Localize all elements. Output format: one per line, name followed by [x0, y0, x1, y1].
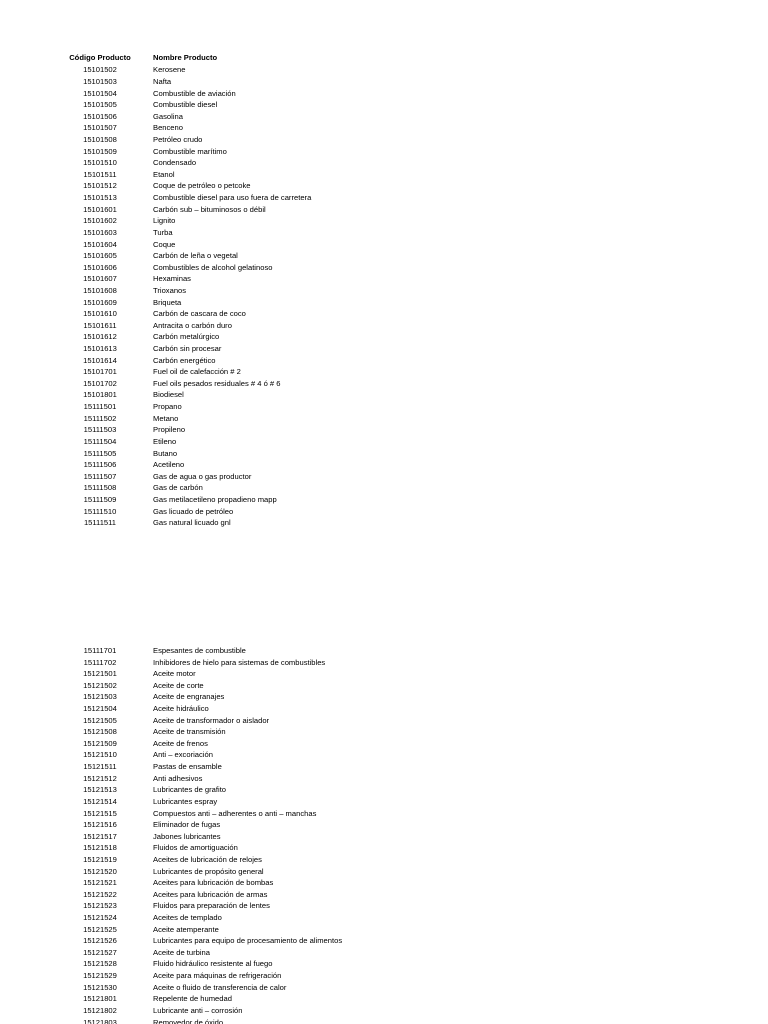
table-row	[60, 854, 480, 866]
product-name: Pastas de ensamble	[153, 762, 222, 772]
product-code: 15121529	[83, 971, 117, 981]
product-name: Inhibidores de hielo para sistemas de combustibles	[153, 657, 326, 667]
product-code: 15101601	[83, 204, 117, 214]
table-row	[60, 773, 480, 785]
product-name: Combustible diesel	[153, 100, 218, 110]
product-name: Combustible diesel para uso fuera de carretera	[153, 193, 312, 203]
table-row	[60, 459, 480, 471]
product-name: Carbón energético	[153, 355, 216, 365]
table-row	[60, 715, 480, 727]
table-row	[60, 842, 480, 854]
table-row	[60, 227, 480, 239]
product-name: Nafta	[153, 77, 172, 86]
product-name: Biodiesel	[153, 390, 184, 400]
product-code: 15101609	[83, 297, 117, 307]
product-code: 15101613	[83, 344, 117, 354]
product-name: Coque	[153, 239, 176, 249]
product-name: Aceite de engranajes	[153, 692, 225, 702]
product-code: 15121528	[83, 959, 117, 969]
product-name: Carbón de cascara de coco	[153, 309, 246, 319]
product-code: 15111511	[83, 518, 117, 528]
product-name: Acetileno	[153, 460, 185, 470]
product-code: 15111505	[83, 448, 117, 458]
product-code: 15101508	[83, 135, 117, 145]
table-row	[60, 157, 480, 169]
product-name: Aceites de templado	[153, 913, 222, 923]
product-code: 15121505	[83, 715, 117, 725]
product-code: 15101604	[83, 239, 117, 249]
product-code: 15111701	[83, 646, 117, 655]
table-row	[60, 134, 480, 146]
product-code: 15121801	[83, 994, 117, 1004]
product-name: Compuestos anti – adherentes o anti – manchas	[153, 808, 317, 818]
product-name: Lubricantes de grafito	[153, 785, 227, 795]
product-code: 15111702	[83, 657, 117, 667]
table-row	[60, 355, 480, 367]
table-row	[60, 111, 480, 123]
table-row	[60, 958, 480, 970]
product-name: Lubricantes de propósito general	[153, 866, 264, 876]
product-name: Gas natural licuado gnl	[153, 518, 231, 528]
product-code: 15121515	[83, 808, 117, 818]
product-code: 15121509	[83, 738, 117, 748]
product-code: 15101607	[83, 274, 117, 284]
product-name: Gas de agua o gas productor	[153, 471, 252, 481]
product-code: 15111501	[83, 402, 117, 412]
product-name: Aceite motor	[153, 669, 196, 679]
table-row	[60, 343, 480, 355]
product-name: Aceites para lubricación de bombas	[153, 878, 274, 888]
product-code: 15101610	[83, 309, 117, 319]
table-row	[60, 831, 480, 843]
product-name: Antracita o carbón duro	[153, 320, 232, 330]
product-code: 15111503	[83, 425, 117, 435]
table-row	[60, 680, 480, 692]
table-row	[60, 738, 480, 750]
product-table-lower	[60, 645, 480, 1024]
product-code: 15101701	[83, 367, 117, 377]
product-code: 15121501	[83, 669, 117, 679]
table-row	[60, 900, 480, 912]
product-name: Jabones lubricantes	[153, 831, 221, 841]
table-row	[60, 494, 480, 506]
table-row	[60, 784, 480, 796]
product-name: Aceite de transmisión	[153, 727, 226, 737]
product-name: Combustible marítimo	[153, 146, 227, 156]
product-code: 15121530	[83, 982, 117, 992]
table-row	[60, 517, 480, 529]
table-row	[60, 215, 480, 227]
product-name: Gas licuado de petróleo	[153, 506, 234, 516]
product-code: 15101611	[83, 320, 117, 330]
product-name: Aceite o fluido de transferencia de calor	[153, 982, 287, 992]
table-row	[60, 239, 480, 251]
table-row	[60, 285, 480, 297]
product-code: 15101505	[83, 100, 117, 110]
product-name: Carbón de leña o vegetal	[153, 251, 238, 261]
product-code: 15101511	[83, 169, 117, 179]
product-code: 15101510	[83, 158, 117, 168]
product-code: 15121519	[83, 854, 117, 864]
product-code: 15101502	[83, 65, 117, 75]
table-row	[60, 250, 480, 262]
product-name: Trioxanos	[153, 285, 187, 295]
table-row	[60, 262, 480, 274]
table-row	[60, 877, 480, 889]
table-row	[60, 366, 480, 378]
product-name: Petróleo crudo	[153, 135, 203, 145]
table-row	[60, 76, 480, 88]
product-code: 15121511	[83, 762, 117, 772]
product-table-upper	[60, 52, 480, 529]
table-row	[60, 273, 480, 285]
table-row	[60, 88, 480, 100]
product-code: 15101603	[83, 227, 117, 237]
product-code: 15121526	[83, 936, 117, 946]
product-code: 15101503	[83, 77, 117, 86]
product-code: 15121524	[83, 913, 117, 923]
product-code: 15121516	[83, 820, 117, 830]
product-name: Aceites para lubricación de armas	[153, 889, 268, 899]
product-code: 15111510	[83, 506, 117, 516]
product-code: 15121523	[83, 901, 117, 911]
table-row	[60, 947, 480, 959]
product-name: Anti adhesivos	[153, 773, 203, 783]
product-name: Fuel oil de calefacción # 2	[153, 367, 241, 377]
product-name: Propileno	[153, 425, 186, 435]
table-row	[60, 924, 480, 936]
table-row	[60, 471, 480, 483]
product-name: Aceite hidráulico	[153, 704, 209, 714]
table-row	[60, 970, 480, 982]
product-name: Removedor de óxido	[153, 1017, 224, 1024]
product-name: Propano	[153, 402, 182, 412]
table-row	[60, 482, 480, 494]
table-row	[60, 761, 480, 773]
product-name: Briqueta	[153, 297, 182, 307]
table-row	[60, 331, 480, 343]
product-code: 15101608	[83, 285, 117, 295]
product-name: Butano	[153, 448, 178, 458]
table-row	[60, 122, 480, 134]
table-row	[60, 889, 480, 901]
product-code: 15101801	[83, 390, 117, 400]
product-name: Aceite atemperante	[153, 924, 219, 934]
product-code: 15101509	[83, 146, 117, 156]
table-row	[60, 691, 480, 703]
product-name: Lubricantes espray	[153, 796, 218, 806]
product-name: Lubricante anti – corrosión	[153, 1005, 243, 1015]
product-name: Aceite de frenos	[153, 738, 208, 748]
table-row	[60, 668, 480, 680]
product-code: 15101506	[83, 111, 117, 121]
product-name: Aceites de lubricación de relojes	[153, 854, 262, 864]
product-name: Fuel oils pesados residuales # 4 ó # 6	[153, 378, 281, 388]
product-code: 15121518	[83, 843, 117, 853]
upper-rows	[60, 64, 480, 528]
product-code: 15121503	[83, 692, 117, 702]
product-code: 15101513	[83, 193, 117, 203]
table-row	[60, 146, 480, 158]
product-code: 15121513	[83, 785, 117, 795]
product-code: 15121525	[83, 924, 117, 934]
product-code: 15121502	[83, 680, 117, 690]
product-name: Carbón metalúrgico	[153, 332, 220, 342]
table-row	[60, 99, 480, 111]
product-code: 15101606	[83, 262, 117, 272]
table-row	[60, 982, 480, 994]
table-row	[60, 378, 480, 390]
product-code: 15111504	[83, 436, 117, 446]
product-code: 15101602	[83, 216, 117, 226]
product-name: Espesantes de combustible	[153, 646, 246, 655]
product-name: Fluidos para preparación de lentes	[153, 901, 270, 911]
product-name: Gas metilacetileno propadieno mapp	[153, 494, 277, 504]
product-name: Carbón sin procesar	[153, 344, 222, 354]
table-row	[60, 180, 480, 192]
product-code: 15121522	[83, 889, 117, 899]
product-code: 15121510	[83, 750, 117, 760]
product-code: 15121521	[83, 878, 117, 888]
table-row	[60, 308, 480, 320]
product-name: Hexaminas	[153, 274, 191, 284]
product-code: 15101614	[83, 355, 117, 365]
product-code: 15121508	[83, 727, 117, 737]
product-name: Aceite de transformador o aislador	[153, 715, 270, 725]
table-row	[60, 912, 480, 924]
table-row	[60, 993, 480, 1005]
product-code: 15101605	[83, 251, 117, 261]
product-code: 15111506	[83, 460, 117, 470]
product-code: 15111508	[83, 483, 117, 493]
table-row	[60, 64, 480, 76]
table-row	[60, 389, 480, 401]
product-code: 15121514	[83, 796, 117, 806]
product-name: Gasolina	[153, 111, 183, 121]
product-code: 15101702	[83, 378, 117, 388]
table-row	[60, 436, 480, 448]
product-code: 15111507	[83, 471, 117, 481]
product-name: Condensado	[153, 158, 197, 168]
product-code: 15121527	[83, 947, 117, 957]
product-code: 15121512	[83, 773, 117, 783]
product-name: Anti – excoriación	[153, 750, 213, 760]
product-name: Coque de petróleo o petcoke	[153, 181, 251, 191]
table-row	[60, 448, 480, 460]
product-name: Aceite para máquinas de refrigeración	[153, 971, 282, 981]
product-code: 15121517	[83, 831, 117, 841]
table-row	[60, 401, 480, 413]
product-name: Gas de carbón	[153, 483, 203, 493]
table-row	[60, 1017, 480, 1024]
product-name: Kerosene	[153, 65, 186, 75]
product-name: Eliminador de fugas	[153, 820, 221, 830]
table-row	[60, 204, 480, 216]
table-row	[60, 1005, 480, 1017]
product-code: 15111509	[83, 494, 117, 504]
table-row	[60, 506, 480, 518]
product-name: Combustibles de alcohol gelatinoso	[153, 262, 273, 272]
table-row	[60, 819, 480, 831]
product-name: Fluido hidráulico resistente al fuego	[153, 959, 273, 969]
product-code: 15101512	[83, 181, 117, 191]
product-name: Fluidos de amortiguación	[153, 843, 238, 853]
table-row	[60, 703, 480, 715]
table-row	[60, 808, 480, 820]
table-row	[60, 192, 480, 204]
product-name: Etileno	[153, 436, 177, 446]
table-row	[60, 320, 480, 332]
lower-rows	[60, 645, 480, 1024]
product-name: Repelente de humedad	[153, 994, 232, 1004]
product-name: Aceite de corte	[153, 680, 204, 690]
product-code: 15101612	[83, 332, 117, 342]
product-name: Combustible de aviación	[153, 88, 236, 98]
table-row	[60, 726, 480, 738]
table-row	[60, 796, 480, 808]
table-row	[60, 866, 480, 878]
product-code: 15121802	[83, 1005, 117, 1015]
product-name: Lubricantes para equipo de procesamiento de alimentos	[153, 936, 343, 946]
table-row	[60, 645, 480, 657]
product-name: Benceno	[153, 123, 183, 133]
product-code: 15101507	[83, 123, 117, 133]
header-code: Código Producto	[69, 53, 131, 62]
table-row	[60, 169, 480, 181]
table-row	[60, 424, 480, 436]
product-name: Aceite de turbina	[153, 947, 210, 957]
table-row	[60, 749, 480, 761]
product-code: 15101504	[83, 88, 117, 98]
product-name: Etanol	[153, 169, 175, 179]
table-row	[60, 413, 480, 425]
table-row	[60, 935, 480, 947]
product-code: 15111502	[83, 413, 117, 423]
product-name: Metano	[153, 413, 179, 423]
table-header-row	[60, 52, 480, 64]
header-name: Nombre Producto	[153, 53, 218, 62]
product-name: Lignito	[153, 216, 176, 226]
product-code: 15121803	[83, 1017, 117, 1024]
product-name: Carbón sub – bituminosos o débil	[153, 204, 266, 214]
product-code: 15121504	[83, 704, 117, 714]
table-row	[60, 657, 480, 669]
product-name: Turba	[153, 227, 173, 237]
product-code: 15121520	[83, 866, 117, 876]
table-row	[60, 297, 480, 309]
